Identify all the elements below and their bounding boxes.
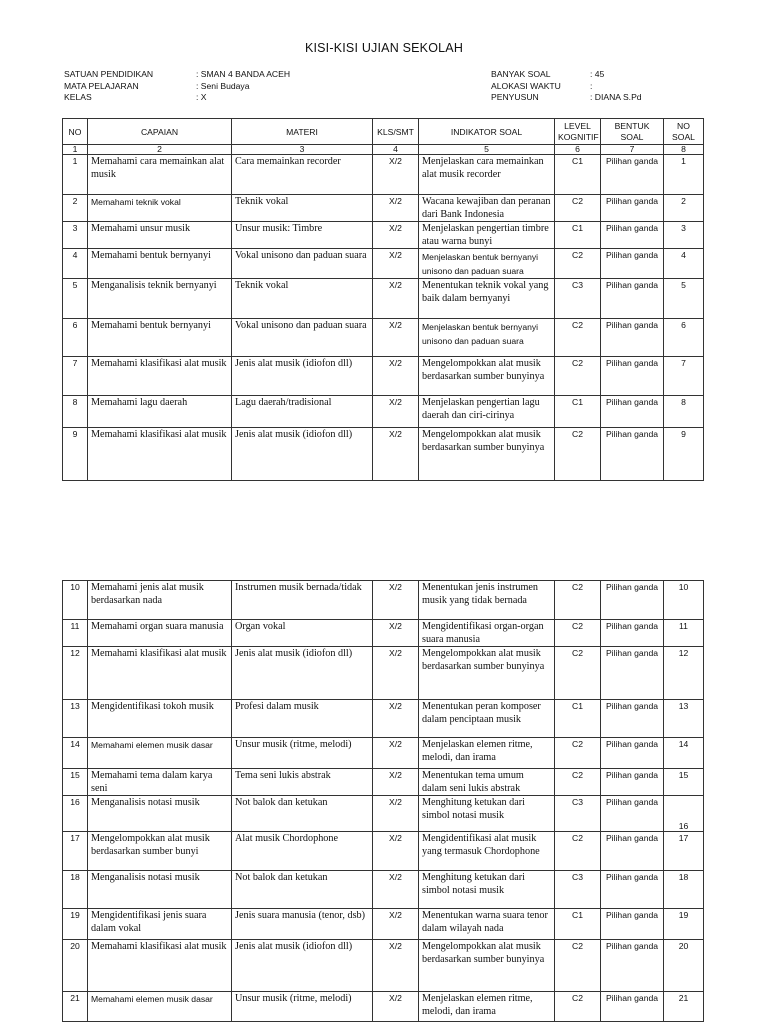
row-materi: Jenis alat musik (idiofon dll): [232, 940, 373, 992]
row-no: 12: [63, 647, 88, 700]
info-left-labels: [64, 69, 153, 104]
row-kls: X/2: [373, 620, 419, 647]
row-materi: Unsur musik: Timbre: [232, 222, 373, 249]
row-level: C1: [555, 396, 601, 428]
row-level: C2: [555, 581, 601, 620]
row-capaian: Mengelompokkan alat musik berdasarkan sumber bunyi: [88, 832, 232, 871]
row-kls: X/2: [373, 357, 419, 396]
row-indikator: Mengelompokkan alat musik berdasarkan sumber bunyinya: [419, 647, 555, 700]
row-no-soal: 10: [664, 581, 704, 620]
row-level: C3: [555, 796, 601, 832]
row-bentuk: Pilihan ganda: [601, 396, 664, 428]
table-row: [63, 581, 704, 620]
row-bentuk: Pilihan ganda: [601, 620, 664, 647]
row-no-soal: 8: [664, 396, 704, 428]
table-row: [63, 396, 704, 428]
row-no: 17: [63, 832, 88, 871]
row-no-soal: 5: [664, 279, 704, 319]
row-level: C2: [555, 319, 601, 357]
row-capaian: Memahami elemen musik dasar: [88, 992, 232, 1022]
row-kls: X/2: [373, 647, 419, 700]
row-no-soal: 12: [664, 647, 704, 700]
row-materi: Jenis alat musik (idiofon dll): [232, 357, 373, 396]
row-kls: X/2: [373, 992, 419, 1022]
row-capaian: Memahami lagu daerah: [88, 396, 232, 428]
col-number: 3: [232, 145, 373, 155]
row-materi: Vokal unisono dan paduan suara: [232, 319, 373, 357]
row-level: C2: [555, 832, 601, 871]
row-bentuk: Pilihan ganda: [601, 700, 664, 738]
row-bentuk: Pilihan ganda: [601, 738, 664, 769]
row-kls: X/2: [373, 871, 419, 909]
row-indikator: Menentukan tema umum dalam seni lukis abstrak: [419, 769, 555, 796]
row-materi: Organ vokal: [232, 620, 373, 647]
row-materi: Unsur musik (ritme, melodi): [232, 992, 373, 1022]
row-capaian: Memahami teknik vokal: [88, 195, 232, 222]
row-no-soal: 1: [664, 155, 704, 195]
table-row: [63, 871, 704, 909]
row-no: 10: [63, 581, 88, 620]
row-materi: Tema seni lukis abstrak: [232, 769, 373, 796]
info-value-banyak-soal: : 45: [590, 69, 605, 79]
row-materi: Vokal unisono dan paduan suara: [232, 249, 373, 279]
row-materi: Cara memainkan recorder: [232, 155, 373, 195]
row-level: C2: [555, 940, 601, 992]
row-bentuk: Pilihan ganda: [601, 319, 664, 357]
table-row: [63, 738, 704, 769]
row-no-soal: 2: [664, 195, 704, 222]
info-value-satuan: : SMAN 4 BANDA ACEH: [196, 69, 291, 79]
row-no-soal: 9: [664, 428, 704, 481]
row-no: 4: [63, 249, 88, 279]
row-no: 16: [63, 796, 88, 832]
row-kls: X/2: [373, 769, 419, 796]
row-capaian: Memahami klasifikasi alat musik: [88, 357, 232, 396]
table-row: [63, 940, 704, 992]
row-level: C2: [555, 357, 601, 396]
info-label-banyak-soal: BANYAK SOAL: [491, 69, 551, 79]
row-indikator: Wacana kewajiban dan peranan dari Bank Indonesia: [419, 195, 555, 222]
row-bentuk: Pilihan ganda: [601, 195, 664, 222]
row-level: C2: [555, 769, 601, 796]
table-row: [63, 909, 704, 940]
row-level: C2: [555, 620, 601, 647]
row-no-soal: 13: [664, 700, 704, 738]
row-level: C1: [555, 700, 601, 738]
row-indikator: Menjelaskan bentuk bernyanyi unisono dan paduan suara: [419, 249, 555, 279]
col-number: 7: [601, 145, 664, 155]
row-bentuk: Pilihan ganda: [601, 581, 664, 620]
table-row: [63, 279, 704, 319]
row-no-soal: 14: [664, 738, 704, 769]
row-capaian: Memahami organ suara manusia: [88, 620, 232, 647]
row-no-soal: 21: [664, 992, 704, 1022]
table-row: [63, 832, 704, 871]
row-materi: Unsur musik (ritme, melodi): [232, 738, 373, 769]
table-header-row: [63, 119, 704, 145]
info-right-labels: [491, 69, 561, 104]
row-indikator: Mengelompokkan alat musik berdasarkan sumber bunyinya: [419, 940, 555, 992]
row-no-soal: 18: [664, 871, 704, 909]
col-number: 4: [373, 145, 419, 155]
row-materi: Instrumen musik bernada/tidak: [232, 581, 373, 620]
row-capaian: Memahami cara memainkan alat musik: [88, 155, 232, 195]
row-capaian: Memahami klasifikasi alat musik: [88, 647, 232, 700]
row-no-soal: 11: [664, 620, 704, 647]
row-capaian: Memahami unsur musik: [88, 222, 232, 249]
row-level: C3: [555, 279, 601, 319]
row-no: 13: [63, 700, 88, 738]
row-capaian: Mengidentifikasi tokoh musik: [88, 700, 232, 738]
table-row: [63, 222, 704, 249]
info-left-values: [196, 69, 290, 104]
row-capaian: Menganalisis notasi musik: [88, 871, 232, 909]
row-no: 9: [63, 428, 88, 481]
row-kls: X/2: [373, 279, 419, 319]
row-materi: Not balok dan ketukan: [232, 796, 373, 832]
kisi-kisi-table-page-1: [62, 118, 704, 481]
row-no-soal: 3: [664, 222, 704, 249]
col-number: 1: [63, 145, 88, 155]
col-header-materi: MATERI: [232, 119, 373, 145]
row-level: C1: [555, 222, 601, 249]
row-kls: X/2: [373, 155, 419, 195]
row-bentuk: Pilihan ganda: [601, 357, 664, 396]
row-capaian: Memahami bentuk bernyanyi: [88, 249, 232, 279]
table-row: [63, 428, 704, 481]
row-materi: Not balok dan ketukan: [232, 871, 373, 909]
row-no-soal: 6: [664, 319, 704, 357]
row-indikator: Mengidentifikasi organ-organ suara manusia: [419, 620, 555, 647]
row-indikator: Menjelaskan elemen ritme, melodi, dan irama: [419, 738, 555, 769]
table-row: [63, 620, 704, 647]
row-bentuk: Pilihan ganda: [601, 871, 664, 909]
row-no-soal: 17: [664, 832, 704, 871]
row-level: C2: [555, 992, 601, 1022]
row-level: C2: [555, 195, 601, 222]
col-number: 5: [419, 145, 555, 155]
row-materi: Jenis alat musik (idiofon dll): [232, 647, 373, 700]
row-capaian: Memahami tema dalam karya seni: [88, 769, 232, 796]
row-capaian: Menganalisis teknik bernyanyi: [88, 279, 232, 319]
row-materi: Teknik vokal: [232, 195, 373, 222]
row-kls: X/2: [373, 700, 419, 738]
row-no: 5: [63, 279, 88, 319]
row-level: C2: [555, 249, 601, 279]
row-level: C2: [555, 647, 601, 700]
row-no: 3: [63, 222, 88, 249]
row-indikator: Mengelompokkan alat musik berdasarkan sumber bunyinya: [419, 357, 555, 396]
column-number-row: [63, 145, 704, 155]
row-kls: X/2: [373, 940, 419, 992]
row-no-soal: 16: [664, 796, 704, 832]
row-no: 20: [63, 940, 88, 992]
table-row: [63, 249, 704, 279]
row-kls: X/2: [373, 319, 419, 357]
col-header-no-soal: NO SOAL: [664, 119, 704, 145]
info-value-kelas: : X: [196, 92, 207, 102]
row-kls: X/2: [373, 738, 419, 769]
row-no: 2: [63, 195, 88, 222]
info-value-mapel: : Seni Budaya: [196, 80, 250, 91]
row-materi: Profesi dalam musik: [232, 700, 373, 738]
row-materi: Jenis alat musik (idiofon dll): [232, 428, 373, 481]
document-title: KISI-KISI UJIAN SEKOLAH: [304, 41, 464, 55]
row-capaian: Mengidentifikasi jenis suara dalam vokal: [88, 909, 232, 940]
row-kls: X/2: [373, 249, 419, 279]
info-label-kelas: KELAS: [64, 92, 92, 102]
row-bentuk: Pilihan ganda: [601, 155, 664, 195]
row-capaian: Memahami jenis alat musik berdasarkan nada: [88, 581, 232, 620]
row-capaian: Memahami klasifikasi alat musik: [88, 940, 232, 992]
table-row: [63, 647, 704, 700]
row-no: 21: [63, 992, 88, 1022]
row-no: 18: [63, 871, 88, 909]
row-materi: Teknik vokal: [232, 279, 373, 319]
col-header-no: NO: [63, 119, 88, 145]
row-level: C1: [555, 155, 601, 195]
info-label-penyusun: PENYUSUN: [491, 92, 539, 102]
row-indikator: Menentukan jenis instrumen musik yang tidak bernada: [419, 581, 555, 620]
row-kls: X/2: [373, 222, 419, 249]
row-kls: X/2: [373, 796, 419, 832]
row-capaian: Memahami bentuk bernyanyi: [88, 319, 232, 357]
col-header-indikator: INDIKATOR SOAL: [419, 119, 555, 145]
row-bentuk: Pilihan ganda: [601, 249, 664, 279]
row-no: 6: [63, 319, 88, 357]
col-number: 2: [88, 145, 232, 155]
row-indikator: Menjelaskan pengertian timbre atau warna bunyi: [419, 222, 555, 249]
row-bentuk: Pilihan ganda: [601, 222, 664, 249]
row-materi: Alat musik Chordophone: [232, 832, 373, 871]
table-row: [63, 155, 704, 195]
row-kls: X/2: [373, 396, 419, 428]
row-no: 19: [63, 909, 88, 940]
table-row: [63, 195, 704, 222]
row-bentuk: Pilihan ganda: [601, 279, 664, 319]
row-bentuk: Pilihan ganda: [601, 769, 664, 796]
col-header-capaian: CAPAIAN: [88, 119, 232, 145]
row-bentuk: Pilihan ganda: [601, 992, 664, 1022]
row-no: 15: [63, 769, 88, 796]
col-header-bentuk: BENTUK SOAL: [601, 119, 664, 145]
row-no: 7: [63, 357, 88, 396]
row-kls: X/2: [373, 832, 419, 871]
col-number: 6: [555, 145, 601, 155]
row-capaian: Memahami klasifikasi alat musik: [88, 428, 232, 481]
row-capaian: Memahami elemen musik dasar: [88, 738, 232, 769]
info-value-penyusun: : DIANA S.Pd: [590, 92, 642, 102]
row-indikator: Menjelaskan elemen ritme, melodi, dan irama: [419, 992, 555, 1022]
row-kls: X/2: [373, 581, 419, 620]
col-header-kls: KLS/SMT: [373, 119, 419, 145]
row-level: C2: [555, 428, 601, 481]
row-no-soal: 7: [664, 357, 704, 396]
table-row: [63, 796, 704, 832]
row-indikator: Mengelompokkan alat musik berdasarkan sumber bunyinya: [419, 428, 555, 481]
row-indikator: Menentukan warna suara tenor dalam wilayah nada: [419, 909, 555, 940]
col-header-level: LEVEL KOGNITIF: [555, 119, 601, 145]
row-kls: X/2: [373, 428, 419, 481]
row-materi: Jenis suara manusia (tenor, dsb): [232, 909, 373, 940]
row-indikator: Menentukan peran komposer dalam penciptaan musik: [419, 700, 555, 738]
row-indikator: Menjelaskan pengertian lagu daerah dan ciri-cirinya: [419, 396, 555, 428]
row-materi: Lagu daerah/tradisional: [232, 396, 373, 428]
row-kls: X/2: [373, 909, 419, 940]
row-bentuk: Pilihan ganda: [601, 909, 664, 940]
row-indikator: Menghitung ketukan dari simbol notasi musik: [419, 796, 555, 832]
row-bentuk: Pilihan ganda: [601, 647, 664, 700]
row-indikator: Menjelaskan bentuk bernyanyi unisono dan paduan suara: [419, 319, 555, 357]
row-indikator: Menjelaskan cara memainkan alat musik recorder: [419, 155, 555, 195]
table-row: [63, 992, 704, 1022]
row-no: 11: [63, 620, 88, 647]
info-value-alokasi: :: [590, 80, 593, 91]
info-label-mapel: MATA PELAJARAN: [64, 80, 139, 91]
row-indikator: Mengidentifikasi alat musik yang termasuk Chordophone: [419, 832, 555, 871]
info-label-alokasi: ALOKASI WAKTU: [491, 80, 561, 91]
table-row: [63, 357, 704, 396]
row-indikator: Menghitung ketukan dari simbol notasi musik: [419, 871, 555, 909]
kisi-kisi-table-page-2: [62, 580, 704, 1022]
row-bentuk: Pilihan ganda: [601, 832, 664, 871]
row-no: 14: [63, 738, 88, 769]
info-label-satuan: SATUAN PENDIDIKAN: [64, 69, 154, 79]
info-right-values: [590, 69, 642, 104]
row-level: C1: [555, 909, 601, 940]
row-bentuk: Pilihan ganda: [601, 940, 664, 992]
row-no: 1: [63, 155, 88, 195]
row-capaian: Menganalisis notasi musik: [88, 796, 232, 832]
row-kls: X/2: [373, 195, 419, 222]
row-no-soal: 15: [664, 769, 704, 796]
row-level: C2: [555, 738, 601, 769]
row-bentuk: Pilihan ganda: [601, 428, 664, 481]
row-level: C3: [555, 871, 601, 909]
row-no-soal: 4: [664, 249, 704, 279]
table-row: [63, 319, 704, 357]
row-no-soal: 19: [664, 909, 704, 940]
col-number: 8: [664, 145, 704, 155]
table-row: [63, 700, 704, 738]
table-row: [63, 769, 704, 796]
row-indikator: Menentukan teknik vokal yang baik dalam bernyanyi: [419, 279, 555, 319]
row-bentuk: Pilihan ganda: [601, 796, 664, 832]
row-no-soal: 20: [664, 940, 704, 992]
row-no: 8: [63, 396, 88, 428]
